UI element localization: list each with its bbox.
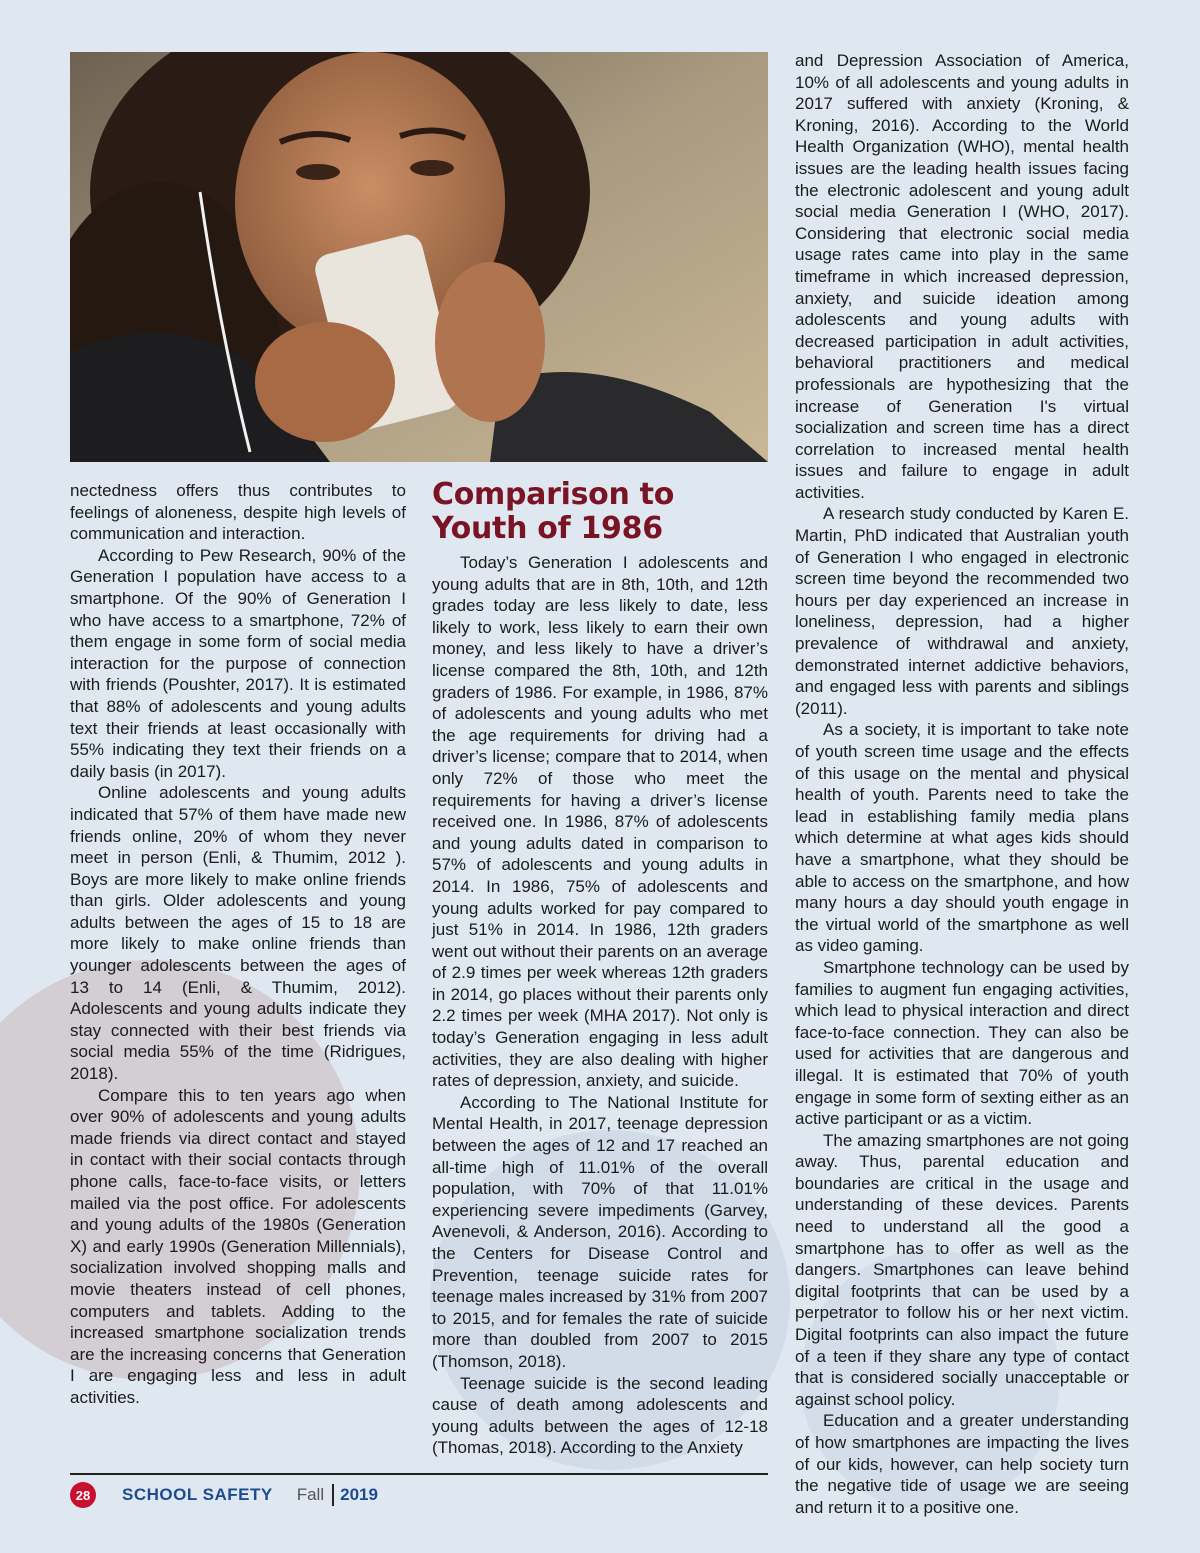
body-paragraph: Education and a greater understanding of how smartphones are impacting the lives of our kids, however, can help society turn the negative tide of usage we are seeing and return it to a positive one. bbox=[795, 1411, 1129, 1517]
page-footer bbox=[70, 1482, 378, 1508]
body-paragraph: As a society, it is important to take note of youth screen time usage and the effects of this usage on the mental and physical health of youth. Parents need to take the lead in establishing family media plans which determine at what ages kids should have a smartphone, what they should be able to access on the smartphone, and how many hours a day should youth engage in the virtual world of the smartphone as well as video gaming. bbox=[795, 720, 1129, 956]
body-paragraph: According to The National Institute for Mental Health, in 2017, teenage depression between the ages of 12 and 17 reached an all-time high of 11.01% of the overall population, with 70% of that 11.01% experiencing severe impediments (Garvey, Avenevoli, & Anderson, 2016). According to the Centers for Disease Control and Prevention, teenage suicide rates for teenage males increased by 31% from 2007 to 2015, and for females the rate of suicide more than doubled from 2007 to 2015 (Thomson, 2018). bbox=[432, 1092, 768, 1371]
body-paragraph: Teenage suicide is the second leading cause of death among adolescents and young adults between the ages of 12-18 (Thomas, 2018). According to the Anxiety bbox=[432, 1373, 768, 1458]
teen-smartphone-photo bbox=[70, 52, 768, 462]
section-heading: Comparison to Youth of 1986 bbox=[432, 477, 675, 546]
issue-season: Fall bbox=[296, 1485, 325, 1504]
issue-year: 2019 bbox=[340, 1485, 378, 1504]
body-paragraph: nectedness offers thus contributes to feelings of aloneness, despite high levels of communication and interaction. bbox=[70, 481, 406, 544]
body-paragraph: Compare this to ten years ago when over 90% of adolescents and young adults made friends via direct contact and stayed in contact with their social contacts through phone calls, face-to-face visits, or letters mailed via the post office. For adolescents and young adults of the 1980s (Generation X) and early 1990s (Generation Millennials), socialization involved shopping malls and movie theaters instead of cell phones, computers and tablets. Adding to the increased smartphone socialization trends are the increasing concerns that Generation I are engaging less and less in adult activities. bbox=[70, 1085, 406, 1407]
body-paragraph: and Depression Association of America, 10% of all adolescents and young adults in 2017 suffered with anxiety (Kroning, & Kroning, 2016). According to the World Health Organization (WHO), mental health issues are the leading health issues facing the electronic adolescent and young adult social media Generation I (WHO, 2017). Considering that electronic social media usage rates came into play in the same timeframe in which increased depression, anxiety, and suicide ideation among adolescents and young adults with decreased participation in adult activities, behavioral practitioners and medical professionals are hypothesizing that the increase of Generation I's virtual socialization and screen time has a direct correlation to increased mental health issues and failure to engage in adult activities. bbox=[795, 51, 1129, 502]
article-column-3 bbox=[795, 50, 1129, 1518]
page-number-badge: 28 bbox=[70, 1482, 96, 1508]
body-paragraph: A research study conducted by Karen E. Martin, PhD indicated that Australian youth of Generation I who engaged in electronic screen time beyond the recommended two hours per day experienced an increase in loneliness, depression, had a higher prevalence of withdrawal and anxiety, demonstrated internet addictive behaviors, and engaged less with parents and siblings (2011). bbox=[795, 504, 1129, 718]
body-paragraph: Smartphone technology can be used by families to augment fun engaging activities, which lead to physical interaction and direct face-to-face connection. They can also be used for activities that are dangerous and illegal. It is estimated that 70% of youth engage in some form of sexting either as an active participant or as a victim. bbox=[795, 957, 1129, 1129]
body-paragraph: According to Pew Research, 90% of the Generation I population have access to a smartphone. Of the 90% of Generation I who have access to a smartphone, 72% of them engage in some form of social media interaction for the purpose of connection with friends (Poushter, 2017). It is estimated that 88% of adolescents and young adults text their friends at least occasionally with 55% indicating they text their friends on a daily basis (in 2017). bbox=[70, 545, 406, 781]
body-paragraph: Today’s Generation I adolescents and young adults that are in 8th, 10th, and 12th grades today are less likely to date, less likely to work, less likely to earn their own money, and less likely to have a driver’s license compared the 8th, 10th, and 12th graders of 1986. For example, in 1986, 87% of adolescents and young adults who met the age requirements for driving had a driver’s license; compare that to 2014, when only 72% of those who meet the requirements for having a driver’s license received one. In 1986, 87% of adolescents and young adults dated in comparison to 57% of adolescents and young adults in 2014. In 1986, 75% of adolescents and young adults worked for pay compared to just 51% in 2014. In 1986, 12th graders went out without their parents on an average of 2.9 times per week whereas 12th graders in 2014, go places without their parents only 2.2 times per week (MHA 2017). Not only is today’s Generation engaging in less adult activities, they are also dealing with higher rates of depression, anxiety, and suicide. bbox=[432, 553, 768, 1091]
footer-divider bbox=[332, 1484, 334, 1506]
footer-rule bbox=[70, 1473, 768, 1475]
body-paragraph: The amazing smartphones are not going away. Thus, parental education and boundaries are critical in the usage and understanding of these devices. Parents need to understand all the good a smartphone has to offer as well as the dangers. Smartphones can leave behind digital footprints that can be used by a perpetrator to follow his or her next victim. Digital footprints can also impact the future of a teen if they share any type of contact that is considered socially unacceptable or against school policy. bbox=[795, 1130, 1129, 1409]
body-paragraph: Online adolescents and young adults indicated that 57% of them have made new friends online, 20% of whom they never meet in person (Enli, & Thumim, 2012 ). Boys are more likely to make online friends than girls. Older adolescents and young adults between the ages of 15 to 18 are more likely to make online friends than younger adolescents between the ages of 13 to 14 (Enli, & Thumim, 2012). Adolescents and young adults indicate they stay connected with their best friends via social media 55% of the time (Ridrigues, 2018). bbox=[70, 783, 406, 1084]
magazine-title: SCHOOL SAFETY bbox=[122, 1485, 273, 1504]
article-column-2 bbox=[432, 478, 768, 1459]
article-column-1 bbox=[70, 480, 406, 1409]
photo-illustration bbox=[70, 52, 768, 462]
